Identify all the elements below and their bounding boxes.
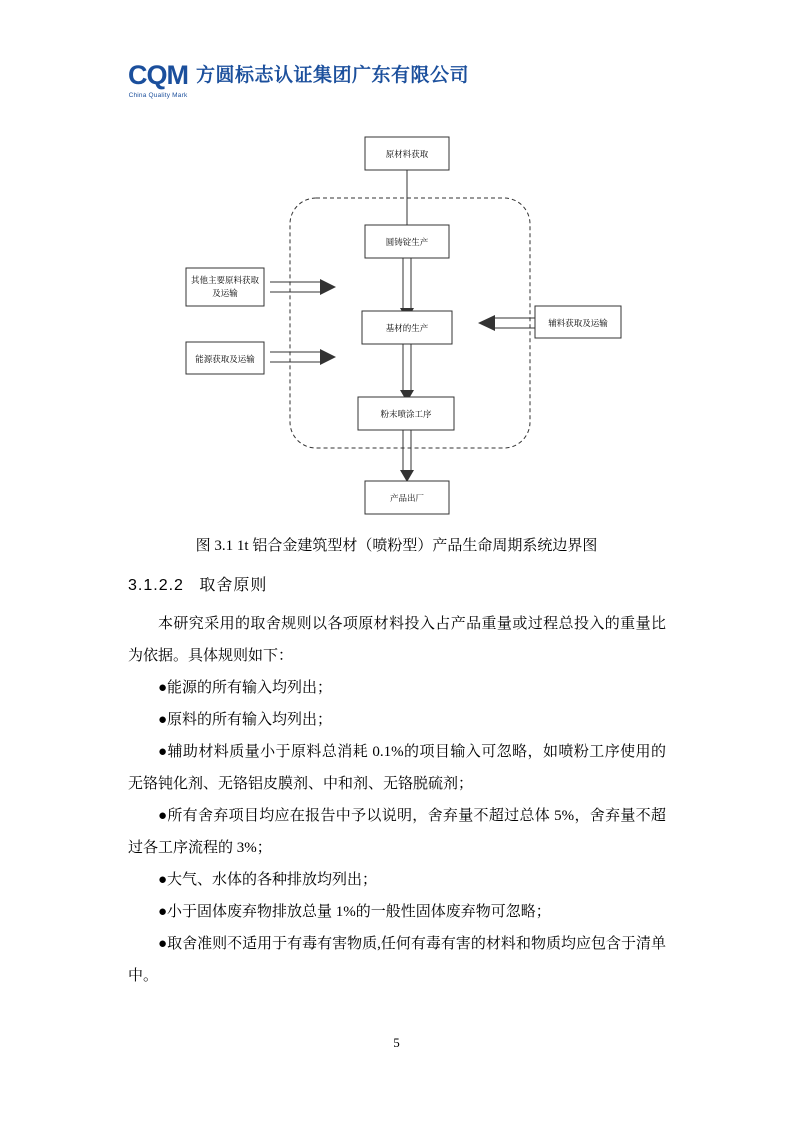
document-header	[128, 62, 469, 99]
figure-caption: 图 3.1 1t 铝合金建筑型材（喷粉型）产品生命周期系统边界图	[195, 538, 598, 554]
logo-subtext: China Quality Mark	[128, 92, 188, 99]
diagram-node-label-aux: 辅料获取及运输	[548, 318, 608, 328]
diagram-node-label-other-1: 其他主要原料获取	[190, 275, 260, 285]
paragraph-intro: 本研究采用的取舍规则以各项原材料投入占产品重量或过程总投入的重量比为依据。具体规则如下：	[128, 616, 666, 664]
cqm-logo	[128, 62, 188, 99]
diagram-node-label-raw: 原材料获取	[385, 149, 429, 159]
lifecycle-system-boundary-diagram	[150, 120, 670, 530]
logo-text: CQM	[128, 60, 188, 90]
company-name: 方圆标志认证集团广东有限公司	[196, 65, 470, 86]
diagram-node-label-other-2: 及运输	[212, 288, 238, 298]
diagram-node-label-out: 产品出厂	[389, 493, 425, 503]
section-heading	[128, 572, 267, 595]
section-title: 取舍原则	[199, 577, 268, 594]
diagram-node-label-base: 基材的生产	[385, 323, 429, 333]
bullet-item-2: ●原料的所有输入均列出；	[158, 712, 333, 728]
bullet-item-1: ●能源的所有输入均列出；	[158, 680, 333, 696]
diagram-node-other	[186, 268, 264, 306]
section-number: 3.1.2.2	[128, 577, 184, 594]
diagram-node-label-energy: 能源获取及运输	[195, 354, 255, 364]
bullet-item-5: ●大气、水体的各种排放均列出；	[158, 872, 378, 888]
page-number: 5	[393, 1035, 400, 1050]
body-text	[128, 608, 666, 992]
bullet-item-6: ●小于固体废弃物排放总量 1%的一般性固体废弃物可忽略；	[158, 904, 551, 920]
diagram-node-label-powder: 粉末喷涂工序	[380, 409, 432, 419]
bullet-item-4: ●所有舍弃项目均应在报告中予以说明，舍弃量不超过总体 5%，舍弃量不超过各工序流程的 3%；	[128, 808, 666, 856]
bullet-item-3: ●辅助材料质量小于原料总消耗 0.1%的项目输入可忽略，如喷粉工序使用的无铬钝化剂、无铬铝皮膜剂、中和剂、无铬脱硫剂；	[128, 744, 666, 792]
bullet-item-7: ●取舍准则不适用于有毒有害物质,任何有毒有害的材料和物质均应包含于清单中。	[128, 936, 666, 984]
diagram-node-label-ingot: 圆铸锭生产	[385, 237, 429, 247]
